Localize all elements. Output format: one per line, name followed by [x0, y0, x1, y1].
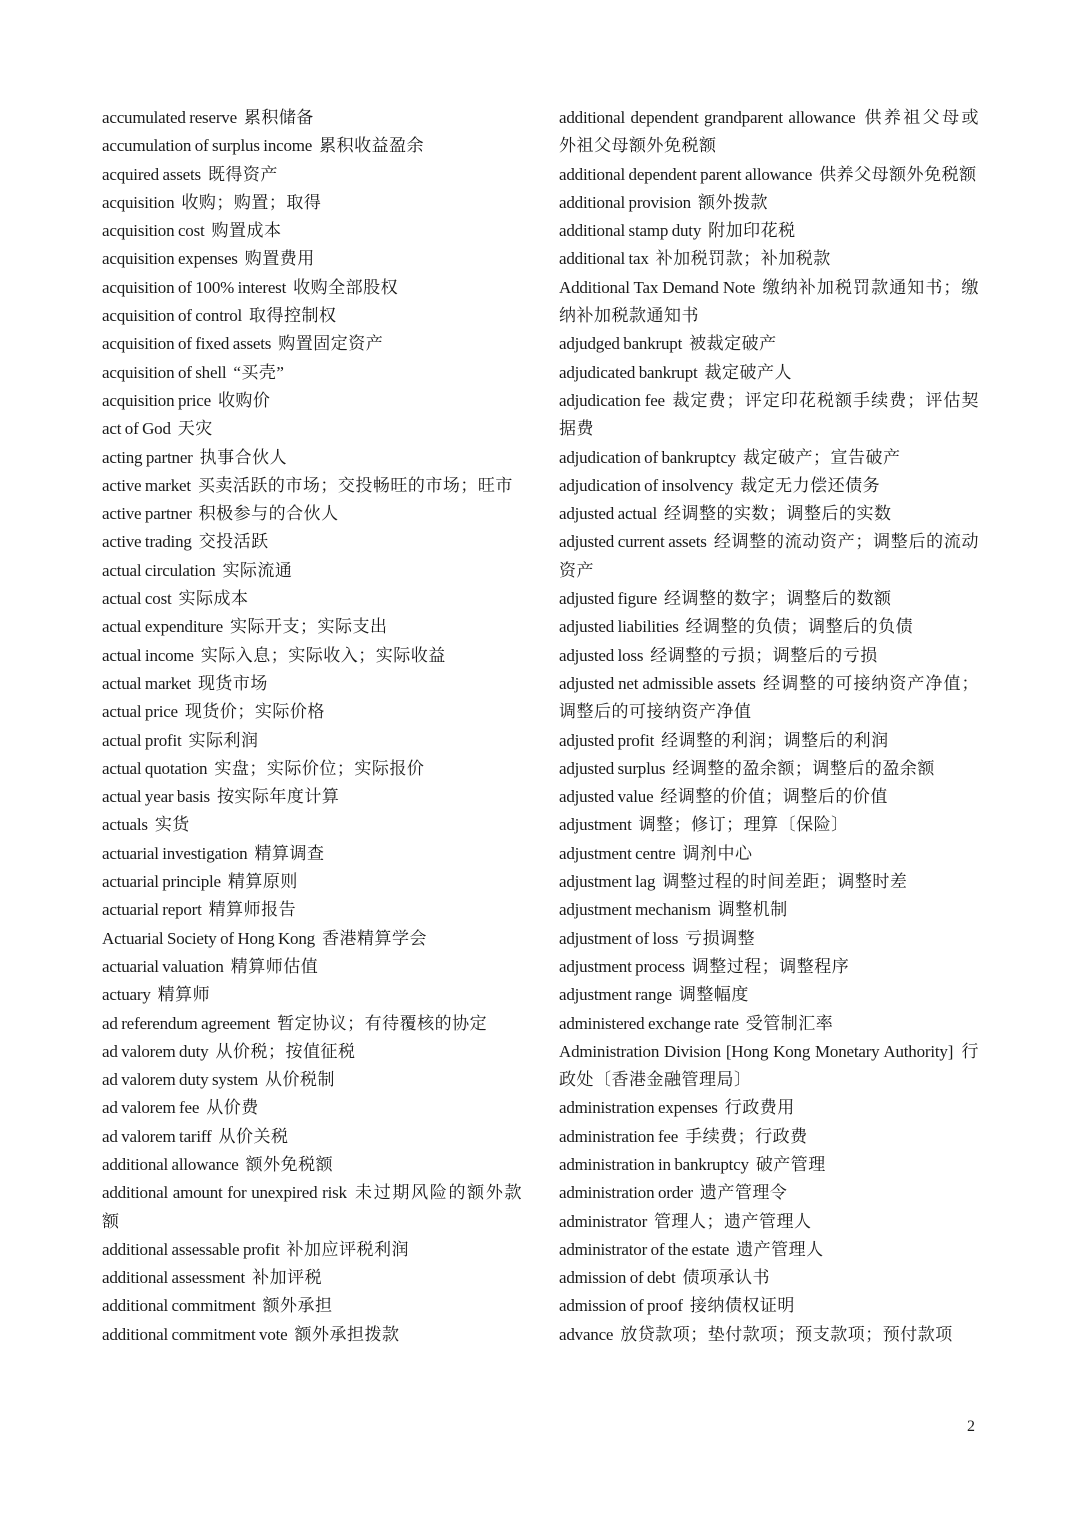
entry-term: administrator [559, 1211, 648, 1231]
glossary-entry [102, 302, 522, 330]
entry-translation: 从价关税 [218, 1126, 289, 1146]
entry-term: additional commitment vote [102, 1324, 288, 1344]
entry-term: actual cost [102, 589, 172, 609]
entry-term: adjusted profit [559, 730, 655, 750]
entry-translation: 遗产管理人 [736, 1239, 824, 1259]
entry-term: acquisition price [102, 390, 211, 410]
glossary-entry [102, 783, 522, 811]
entry-translation: 受管制汇率 [745, 1013, 834, 1033]
glossary-entry [102, 727, 522, 755]
entry-term: additional dependent parent allowance [559, 164, 813, 184]
entry-translation: 放贷款项；垫付款项；预支款项；预付款项 [620, 1324, 953, 1344]
glossary-entry [102, 1179, 522, 1236]
entry-translation: 积极参与的合伙人 [198, 504, 339, 524]
entry-translation: 实际入息；实际收入；实际收益 [200, 645, 446, 665]
page-number: 2 [967, 1418, 975, 1435]
entry-translation: 经调整的数字；调整后的数额 [664, 589, 892, 609]
entry-translation: 接纳债权证明 [689, 1296, 795, 1316]
entry-term: additional tax [559, 249, 649, 269]
entry-term: adjusted value [559, 787, 654, 807]
entry-translation: 供养父母额外免税额 [819, 164, 977, 184]
entry-translation: 精算原则 [227, 872, 298, 892]
glossary-entry [559, 1151, 979, 1179]
glossary-entry [102, 274, 522, 302]
glossary-entry [559, 472, 979, 500]
entry-term: additional commitment [102, 1296, 256, 1316]
entry-term: actuary [102, 985, 151, 1005]
glossary-entry [559, 1264, 979, 1292]
glossary-entry [102, 1038, 522, 1066]
entry-term: administered exchange rate [559, 1013, 739, 1033]
glossary-column-right [559, 104, 979, 1349]
glossary-entry [559, 444, 979, 472]
entry-translation: 缴纳补加税罚款通知书；缴纳补加税款通知书 [559, 277, 980, 326]
entry-translation: 现货价；实际价格 [184, 702, 325, 722]
glossary-entry [102, 1010, 522, 1038]
entry-translation: 调整过程的时间差距；调整时差 [662, 872, 908, 892]
entry-translation: 经调整的亏损；调整后的亏损 [650, 645, 878, 665]
entry-term: actuarial principle [102, 872, 221, 892]
glossary-entry [102, 642, 522, 670]
entry-translation: 裁定破产；宣告破产 [742, 447, 901, 467]
entry-term: advance [559, 1324, 614, 1344]
entry-translation: 额外免税额 [245, 1154, 334, 1174]
glossary-entry [102, 472, 522, 500]
entry-term: Additional Tax Demand Note [559, 277, 756, 297]
entry-translation: 裁定费；评定印花税额手续费；评估契据费 [559, 390, 979, 439]
entry-term: ad valorem tariff [102, 1126, 212, 1146]
glossary-column-left [102, 104, 522, 1349]
entry-translation: 未过期风险的额外款额 [102, 1183, 523, 1231]
entry-translation: 经调整的可接纳资产净值；调整后的可接纳资产净值 [559, 673, 979, 722]
glossary-entry [102, 925, 522, 953]
entry-translation: 调剂中心 [682, 843, 753, 863]
entry-translation: 经调整的流动资产；调整后的流动资产 [559, 532, 980, 580]
entry-term: additional provision [559, 192, 691, 212]
glossary-entry [102, 670, 522, 698]
glossary-entry [102, 1066, 522, 1094]
entry-term: administrator of the estate [559, 1239, 730, 1259]
entry-term: accumulation of surplus income [102, 136, 313, 156]
glossary-entry [559, 387, 979, 444]
glossary-entry [102, 387, 522, 415]
glossary-entry [102, 1236, 522, 1264]
entry-translation: 行政处〔香港金融管理局〕 [559, 1041, 980, 1090]
entry-term: acquired assets [102, 164, 201, 184]
glossary-entry [559, 1292, 979, 1320]
entry-term: adjustment process [559, 956, 685, 976]
glossary-entry [559, 1179, 979, 1207]
entry-translation: 收购价 [217, 390, 271, 410]
entry-translation: 实盘；实际价位；实际报价 [214, 758, 425, 778]
glossary-entry [102, 359, 522, 387]
glossary-entry [559, 953, 979, 981]
entry-term: additional assessable profit [102, 1239, 280, 1259]
entry-term: adjustment of loss [559, 928, 679, 948]
entry-translation: 收购全部股权 [293, 277, 399, 297]
glossary-entry [559, 1236, 979, 1264]
entry-term: administration expenses [559, 1098, 718, 1118]
entry-term: adjusted loss [559, 645, 644, 665]
entry-translation: 附加印花税 [708, 221, 796, 241]
glossary-entry [559, 585, 979, 613]
entry-translation: 额外承担拨款 [294, 1324, 400, 1344]
entry-translation: 交投活跃 [198, 532, 269, 552]
glossary-entry [102, 104, 522, 132]
entry-term: additional dependent grandparent allowance [559, 108, 856, 127]
entry-term: Administration Division [Hong Kong Monetary Authority] [559, 1041, 954, 1061]
entry-translation: 补加税罚款；补加税款 [655, 249, 831, 269]
entry-translation: 实货 [154, 815, 190, 835]
entry-term: adjusted actual [559, 504, 657, 524]
entry-translation: 买卖活跃的市场；交投畅旺的市场；旺市 [197, 475, 513, 495]
entry-translation: 按实际年度计算 [216, 787, 340, 807]
glossary-entry [559, 161, 979, 189]
glossary-entry [559, 755, 979, 783]
glossary-entry [102, 811, 522, 839]
entry-translation: 购置费用 [244, 249, 315, 269]
glossary-entry [102, 840, 522, 868]
entry-translation: 精算调查 [254, 843, 325, 863]
entry-term: acquisition of fixed assets [102, 334, 272, 354]
glossary-entry [559, 613, 979, 641]
entry-translation: 亏损调整 [685, 928, 756, 948]
glossary-entry [102, 755, 522, 783]
entry-term: actual quotation [102, 758, 208, 778]
entry-term: additional allowance [102, 1154, 239, 1174]
glossary-entry [102, 868, 522, 896]
entry-term: acquisition cost [102, 221, 205, 241]
glossary-entry [559, 1094, 979, 1122]
glossary-entry [559, 868, 979, 896]
entry-translation: 裁定破产人 [704, 362, 793, 382]
glossary-entry [559, 670, 979, 727]
entry-translation: 补加应评税利润 [286, 1239, 410, 1259]
entry-term: acquisition expenses [102, 249, 238, 269]
entry-translation: 精算师估值 [230, 956, 319, 976]
entry-term: actual income [102, 645, 194, 665]
glossary-entry [559, 245, 979, 273]
entry-translation: 管理人；遗产管理人 [654, 1211, 812, 1231]
entry-translation: 裁定无力偿还债务 [740, 475, 881, 495]
entry-term: admission of proof [559, 1296, 683, 1316]
entry-translation: 经调整的利润；调整后的利润 [661, 730, 889, 750]
glossary-entry [559, 1123, 979, 1151]
glossary-entry [559, 925, 979, 953]
glossary-entry [559, 528, 979, 585]
glossary-entry [102, 1151, 522, 1179]
entry-translation: 天灾 [177, 419, 213, 439]
entry-term: adjustment lag [559, 872, 656, 892]
entry-translation: 从价费 [206, 1098, 259, 1118]
entry-translation: 调整幅度 [678, 985, 749, 1005]
entry-translation: 暂定协议；有待覆核的协定 [277, 1013, 488, 1033]
glossary-entry [559, 1321, 979, 1349]
entry-term: acquisition of shell [102, 362, 227, 382]
entry-translation: 现货市场 [197, 673, 268, 693]
entry-translation: 香港精算学会 [321, 928, 427, 948]
entry-term: acquisition of control [102, 306, 243, 326]
glossary-entry [102, 613, 522, 641]
entry-translation: 被裁定破产 [689, 334, 777, 354]
entry-translation: 经调整的实数；调整后的实数 [664, 504, 892, 524]
entry-term: adjustment centre [559, 843, 676, 863]
glossary-entry [102, 953, 522, 981]
entry-term: adjustment mechanism [559, 900, 711, 920]
glossary-entry [102, 698, 522, 726]
glossary-entry [102, 245, 522, 273]
entry-term: admission of debt [559, 1268, 676, 1288]
entry-translation: 经调整的负债；调整后的负债 [685, 617, 914, 637]
entry-term: administration fee [559, 1126, 679, 1146]
entry-translation: 精算师 [157, 985, 211, 1005]
entry-translation: 行政费用 [724, 1098, 795, 1118]
entry-translation: 调整机制 [717, 900, 788, 920]
glossary-entry [559, 727, 979, 755]
entry-term: adjudication of bankruptcy [559, 447, 736, 467]
entry-term: Actuarial Society of Hong Kong [102, 928, 315, 948]
glossary-entry [102, 161, 522, 189]
entry-term: adjusted liabilities [559, 617, 679, 637]
entry-term: actuarial report [102, 900, 202, 920]
glossary-entry [102, 1292, 522, 1320]
entry-term: acquisition [102, 192, 175, 212]
glossary-entry [559, 642, 979, 670]
entry-term: adjusted figure [559, 589, 657, 609]
glossary-entry [559, 104, 979, 161]
glossary-entry [102, 415, 522, 443]
entry-term: ad valorem duty system [102, 1070, 259, 1090]
entry-term: adjusted current assets [559, 532, 707, 552]
glossary-entry [102, 1123, 522, 1151]
entry-translation: 调整；修订；理算〔保险〕 [638, 815, 849, 835]
entry-term: additional assessment [102, 1268, 246, 1288]
entry-translation: 从价税制 [265, 1070, 336, 1090]
entry-term: adjusted net admissible assets [559, 673, 756, 693]
entry-term: actuarial investigation [102, 843, 248, 863]
entry-translation: 累积收益盈余 [319, 136, 425, 156]
entry-term: actuarial valuation [102, 956, 224, 976]
entry-term: ad valorem duty [102, 1041, 209, 1061]
entry-term: adjudication fee [559, 390, 665, 410]
entry-translation: 经调整的价值；调整后的价值 [660, 787, 888, 807]
entry-term: active partner [102, 504, 192, 524]
glossary-entry [102, 500, 522, 528]
entry-term: adjustment [559, 815, 632, 835]
entry-term: actual year basis [102, 787, 210, 807]
entry-term: actual profit [102, 730, 182, 750]
entry-translation: 执事合伙人 [199, 447, 288, 467]
glossary-entry [559, 1208, 979, 1236]
entry-term: acting partner [102, 447, 193, 467]
glossary-entry [102, 1264, 522, 1292]
glossary-entry [102, 444, 522, 472]
glossary-entry [559, 189, 979, 217]
entry-term: active trading [102, 532, 192, 552]
entry-translation: 既得资产 [207, 164, 278, 184]
entry-translation: 实际成本 [178, 589, 249, 609]
entry-translation: 取得控制权 [249, 306, 337, 326]
entry-term: actual price [102, 702, 178, 722]
entry-translation: 经调整的盈余额；调整后的盈余额 [672, 758, 935, 778]
entry-translation: 破产管理 [755, 1154, 826, 1174]
entry-translation: 额外承担 [262, 1296, 333, 1316]
entry-term: active market [102, 475, 191, 495]
glossary-entry [559, 1038, 979, 1095]
entry-translation: 从价税；按值征税 [215, 1041, 356, 1061]
entry-term: adjudication of insolvency [559, 475, 734, 495]
entry-translation: 手续费；行政费 [685, 1126, 808, 1146]
glossary-entry [559, 811, 979, 839]
entry-term: accumulated reserve [102, 108, 237, 127]
glossary-entry [559, 896, 979, 924]
entry-term: adjustment range [559, 985, 672, 1005]
entry-translation: 补加评税 [252, 1268, 323, 1288]
entry-translation: 额外拨款 [697, 192, 768, 212]
entry-translation: 实际利润 [188, 730, 259, 750]
glossary-entry [559, 783, 979, 811]
glossary-entry [102, 1094, 522, 1122]
entry-translation: 供养祖父母或外祖父母额外免税额 [559, 108, 980, 156]
glossary-entry [102, 189, 522, 217]
glossary-entry [102, 1321, 522, 1349]
entry-term: actual market [102, 673, 191, 693]
glossary-entry [559, 500, 979, 528]
entry-term: acquisition of 100% interest [102, 277, 287, 297]
glossary-entry [102, 557, 522, 585]
glossary-entry [102, 132, 522, 160]
entry-translation: 调整过程；调整程序 [691, 956, 850, 976]
entry-translation: 精算师报告 [208, 900, 297, 920]
entry-translation: “买壳” [233, 362, 285, 382]
entry-translation: 购置成本 [211, 221, 282, 241]
glossary-entry [559, 840, 979, 868]
entry-term: ad valorem fee [102, 1098, 200, 1118]
entry-translation: 债项承认书 [682, 1268, 770, 1288]
entry-term: adjudged bankrupt [559, 334, 683, 354]
entry-term: act of God [102, 419, 171, 439]
entry-translation: 实际开支；实际支出 [229, 617, 388, 637]
glossary-entry [559, 359, 979, 387]
entry-term: administration order [559, 1183, 693, 1203]
glossary-entry [102, 896, 522, 924]
glossary-entry [559, 1010, 979, 1038]
entry-translation: 实际流通 [222, 560, 293, 580]
glossary-entry [102, 217, 522, 245]
entry-term: ad referendum agreement [102, 1013, 271, 1033]
glossary-entry [559, 274, 979, 331]
glossary-entry [559, 981, 979, 1009]
entry-translation: 收购；购置；取得 [181, 192, 322, 212]
glossary-entry [559, 330, 979, 358]
entry-term: administration in bankruptcy [559, 1154, 749, 1174]
entry-term: actuals [102, 815, 148, 835]
entry-term: additional amount for unexpired risk [102, 1183, 347, 1203]
glossary-entry [102, 585, 522, 613]
glossary-entry [102, 528, 522, 556]
glossary-entry [102, 330, 522, 358]
entry-translation: 购置固定资产 [278, 334, 384, 354]
entry-term: adjusted surplus [559, 758, 666, 778]
glossary-entry [559, 217, 979, 245]
glossary-entry [102, 981, 522, 1009]
entry-translation: 累积储备 [243, 108, 314, 127]
entry-term: actual circulation [102, 560, 216, 580]
entry-translation: 遗产管理令 [699, 1183, 788, 1203]
entry-term: actual expenditure [102, 617, 223, 637]
entry-term: adjudicated bankrupt [559, 362, 698, 382]
entry-term: additional stamp duty [559, 221, 702, 241]
